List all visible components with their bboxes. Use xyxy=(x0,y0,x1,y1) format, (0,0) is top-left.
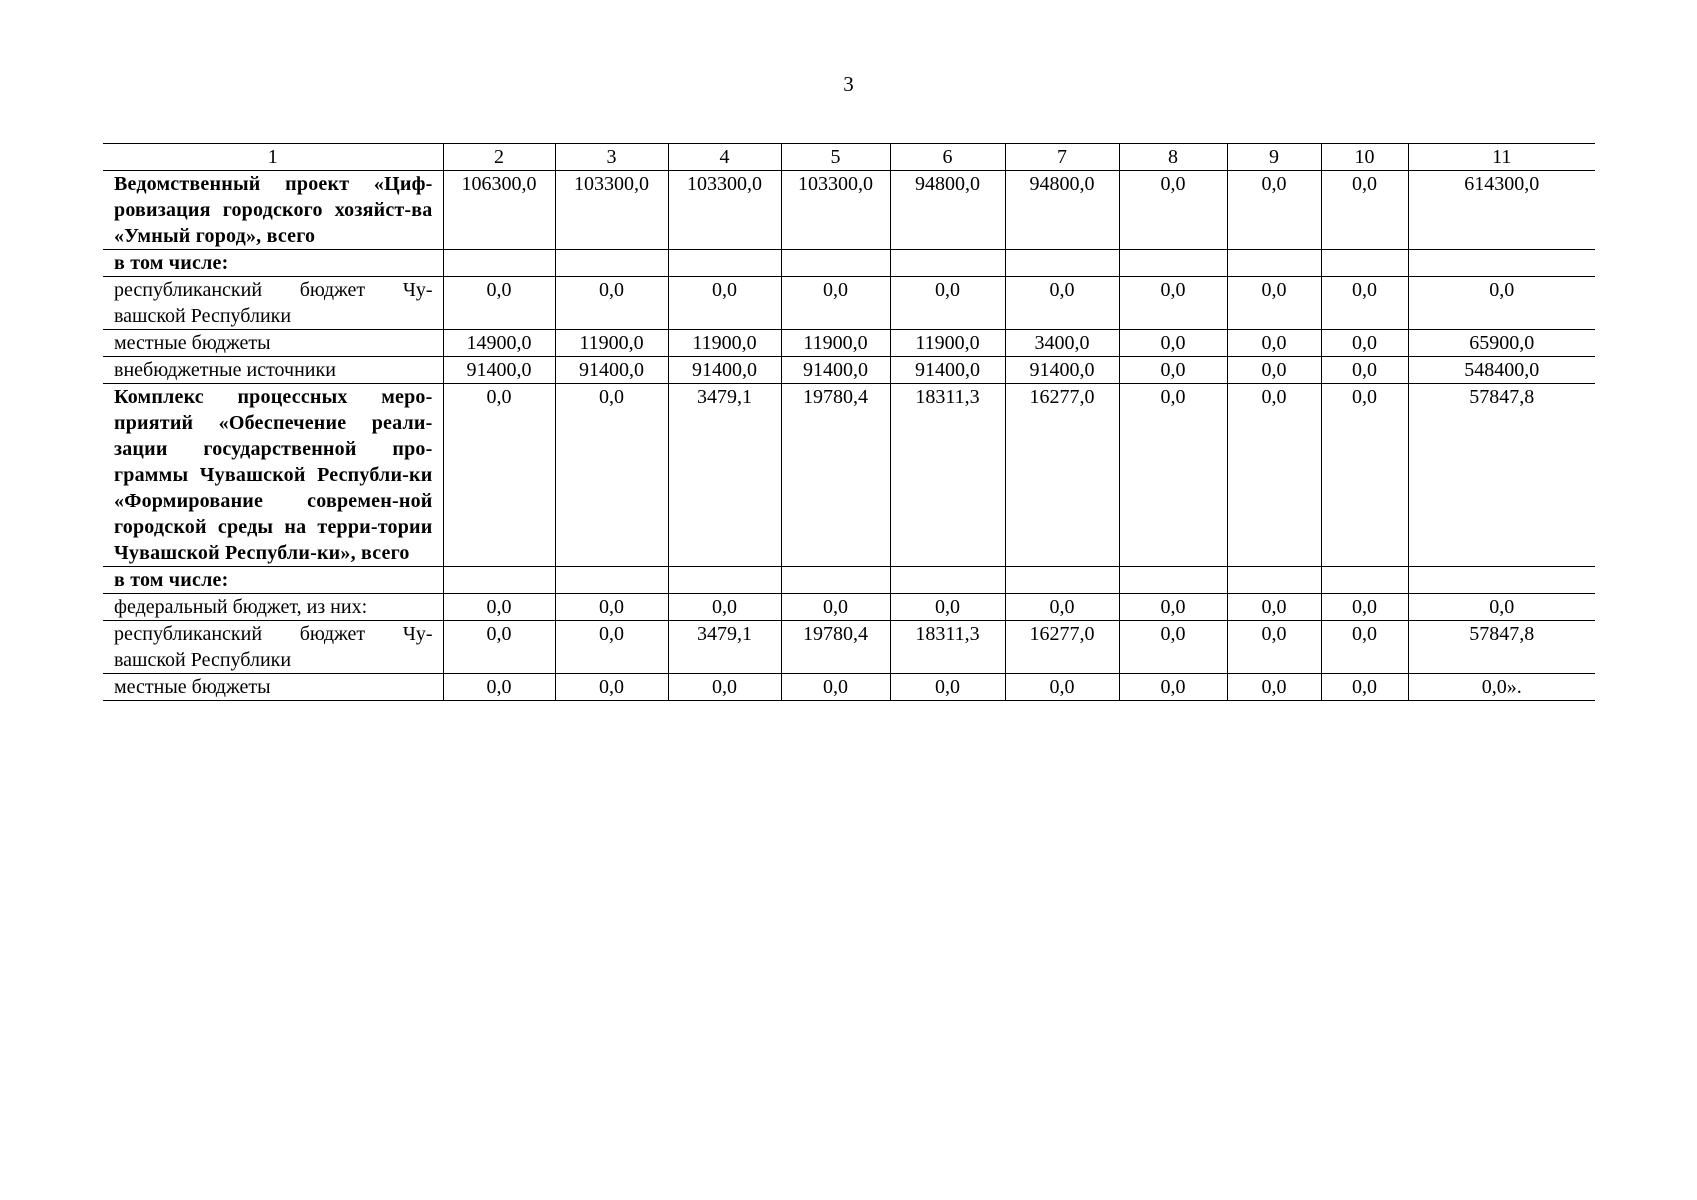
table-cell: 91400,0 xyxy=(781,357,890,384)
table-cell: 0,0 xyxy=(1119,621,1227,674)
table-cell xyxy=(668,250,781,277)
row-label: республиканский бюджет Чу-вашской Республики xyxy=(103,277,443,330)
column-header: 4 xyxy=(668,144,781,171)
table-cell: 0,0 xyxy=(443,674,555,701)
table-cell: 19780,4 xyxy=(781,621,890,674)
table-cell: 0,0 xyxy=(443,621,555,674)
table-row xyxy=(103,384,1595,567)
table-cell xyxy=(668,567,781,594)
row-label: республиканский бюджет Чу-вашской Республики xyxy=(103,621,443,674)
table-cell: 3400,0 xyxy=(1005,330,1119,357)
table-cell xyxy=(1005,567,1119,594)
table-cell: 103300,0 xyxy=(555,171,668,250)
table-cell: 0,0 xyxy=(555,384,668,567)
table-cell: 0,0 xyxy=(1119,594,1227,621)
table-cell xyxy=(781,250,890,277)
table-cell xyxy=(1227,250,1321,277)
column-header: 3 xyxy=(555,144,668,171)
table-cell: 0,0 xyxy=(1119,330,1227,357)
table-cell: 0,0 xyxy=(1227,621,1321,674)
row-label: Комплекс процессных меро-приятий «Обеспечение реали-зации государственной про-граммы Чувашской Республи-ки «Формирование современ-ной городской среды на терри-тории Чувашской Республи-ки», всего xyxy=(103,384,443,567)
table-cell: 0,0 xyxy=(1005,674,1119,701)
table-cell xyxy=(890,567,1005,594)
column-header: 8 xyxy=(1119,144,1227,171)
table-cell: 94800,0 xyxy=(1005,171,1119,250)
table-cell: 91400,0 xyxy=(890,357,1005,384)
table-cell: 91400,0 xyxy=(668,357,781,384)
table-row xyxy=(103,674,1595,701)
table-cell xyxy=(1005,250,1119,277)
table-cell: 0,0 xyxy=(1227,594,1321,621)
row-label: в том числе: xyxy=(103,250,443,277)
table-cell: 614300,0 xyxy=(1408,171,1595,250)
table-cell: 0,0 xyxy=(1321,674,1408,701)
table-cell: 0,0 xyxy=(1005,277,1119,330)
table-cell: 16277,0 xyxy=(1005,621,1119,674)
table-cell: 11900,0 xyxy=(555,330,668,357)
table-cell: 0,0 xyxy=(1227,171,1321,250)
table-cell xyxy=(1119,250,1227,277)
column-header: 1 xyxy=(103,144,443,171)
table-cell: 0,0 xyxy=(555,277,668,330)
table-cell: 19780,4 xyxy=(781,384,890,567)
table-cell: 0,0 xyxy=(555,594,668,621)
table-cell: 0,0 xyxy=(1005,594,1119,621)
table-cell: 57847,8 xyxy=(1408,384,1595,567)
table-body xyxy=(103,144,1595,701)
table-cell: 57847,8 xyxy=(1408,621,1595,674)
column-header: 5 xyxy=(781,144,890,171)
table-cell xyxy=(1408,567,1595,594)
table-cell: 0,0 xyxy=(1227,357,1321,384)
column-header: 2 xyxy=(443,144,555,171)
table-cell: 11900,0 xyxy=(890,330,1005,357)
table-cell: 16277,0 xyxy=(1005,384,1119,567)
table-cell: 91400,0 xyxy=(443,357,555,384)
row-label: внебюджетные источники xyxy=(103,357,443,384)
table-cell: 14900,0 xyxy=(443,330,555,357)
table-cell: 0,0 xyxy=(555,674,668,701)
table-cell: 0,0 xyxy=(781,594,890,621)
table-row xyxy=(103,330,1595,357)
table-cell: 0,0 xyxy=(1227,330,1321,357)
table-cell: 0,0 xyxy=(555,621,668,674)
row-label: в том числе: xyxy=(103,567,443,594)
table-cell: 0,0 xyxy=(668,674,781,701)
table-cell: 103300,0 xyxy=(781,171,890,250)
table-cell: 103300,0 xyxy=(668,171,781,250)
table-row xyxy=(103,357,1595,384)
table-row xyxy=(103,277,1595,330)
table-cell xyxy=(890,250,1005,277)
table-cell: 0,0 xyxy=(1408,594,1595,621)
table-cell: 91400,0 xyxy=(1005,357,1119,384)
page-number: 3 xyxy=(843,72,854,96)
row-label: Ведомственный проект «Циф-ровизация городского хозяйст-ва «Умный город», всего xyxy=(103,171,443,250)
table-cell: 65900,0 xyxy=(1408,330,1595,357)
table-cell: 548400,0 xyxy=(1408,357,1595,384)
row-label: федеральный бюджет, из них: xyxy=(103,594,443,621)
table-cell: 91400,0 xyxy=(555,357,668,384)
table-cell: 3479,1 xyxy=(668,384,781,567)
table-cell xyxy=(1227,567,1321,594)
table-row xyxy=(103,171,1595,250)
table-cell: 106300,0 xyxy=(443,171,555,250)
table-cell: 0,0 xyxy=(781,674,890,701)
table-cell: 0,0 xyxy=(443,594,555,621)
table-row xyxy=(103,250,1595,277)
table-cell: 0,0 xyxy=(890,594,1005,621)
column-header: 9 xyxy=(1227,144,1321,171)
table-cell: 0,0 xyxy=(1321,384,1408,567)
table-cell: 11900,0 xyxy=(668,330,781,357)
table-cell: 0,0 xyxy=(1321,171,1408,250)
table-cell xyxy=(1321,567,1408,594)
table-cell: 0,0 xyxy=(443,384,555,567)
column-header: 6 xyxy=(890,144,1005,171)
table-cell: 0,0 xyxy=(668,594,781,621)
table-cell: 0,0 xyxy=(890,674,1005,701)
table-cell xyxy=(443,250,555,277)
table-cell xyxy=(1321,250,1408,277)
table-cell: 0,0 xyxy=(1119,357,1227,384)
table-cell xyxy=(1119,567,1227,594)
table-cell xyxy=(443,567,555,594)
table-cell: 0,0 xyxy=(1321,357,1408,384)
table-cell: 0,0 xyxy=(1321,277,1408,330)
table-cell: 0,0 xyxy=(1119,171,1227,250)
table-row xyxy=(103,594,1595,621)
table-cell: 0,0». xyxy=(1408,674,1595,701)
table-cell: 11900,0 xyxy=(781,330,890,357)
table-cell xyxy=(781,567,890,594)
row-label: местные бюджеты xyxy=(103,674,443,701)
budget-table xyxy=(103,143,1595,701)
table-cell: 0,0 xyxy=(781,277,890,330)
table-cell: 0,0 xyxy=(1321,330,1408,357)
table-row xyxy=(103,621,1595,674)
column-header: 7 xyxy=(1005,144,1119,171)
table-cell: 94800,0 xyxy=(890,171,1005,250)
table-cell xyxy=(555,567,668,594)
table-cell xyxy=(1408,250,1595,277)
table-cell: 0,0 xyxy=(1321,621,1408,674)
table-cell: 0,0 xyxy=(668,277,781,330)
table-cell xyxy=(555,250,668,277)
column-header: 10 xyxy=(1321,144,1408,171)
table-cell: 0,0 xyxy=(1119,674,1227,701)
table-cell: 3479,1 xyxy=(668,621,781,674)
table-cell: 0,0 xyxy=(1227,674,1321,701)
header-row xyxy=(103,144,1595,171)
table-cell: 0,0 xyxy=(890,277,1005,330)
table-cell: 0,0 xyxy=(1119,384,1227,567)
table-cell: 0,0 xyxy=(1321,594,1408,621)
table-cell: 0,0 xyxy=(1227,384,1321,567)
row-label: местные бюджеты xyxy=(103,330,443,357)
table-cell: 18311,3 xyxy=(890,621,1005,674)
table-cell: 0,0 xyxy=(1227,277,1321,330)
column-header: 11 xyxy=(1408,144,1595,171)
table-row xyxy=(103,567,1595,594)
table-cell: 0,0 xyxy=(443,277,555,330)
table-cell: 0,0 xyxy=(1119,277,1227,330)
table-cell: 0,0 xyxy=(1408,277,1595,330)
table-cell: 18311,3 xyxy=(890,384,1005,567)
